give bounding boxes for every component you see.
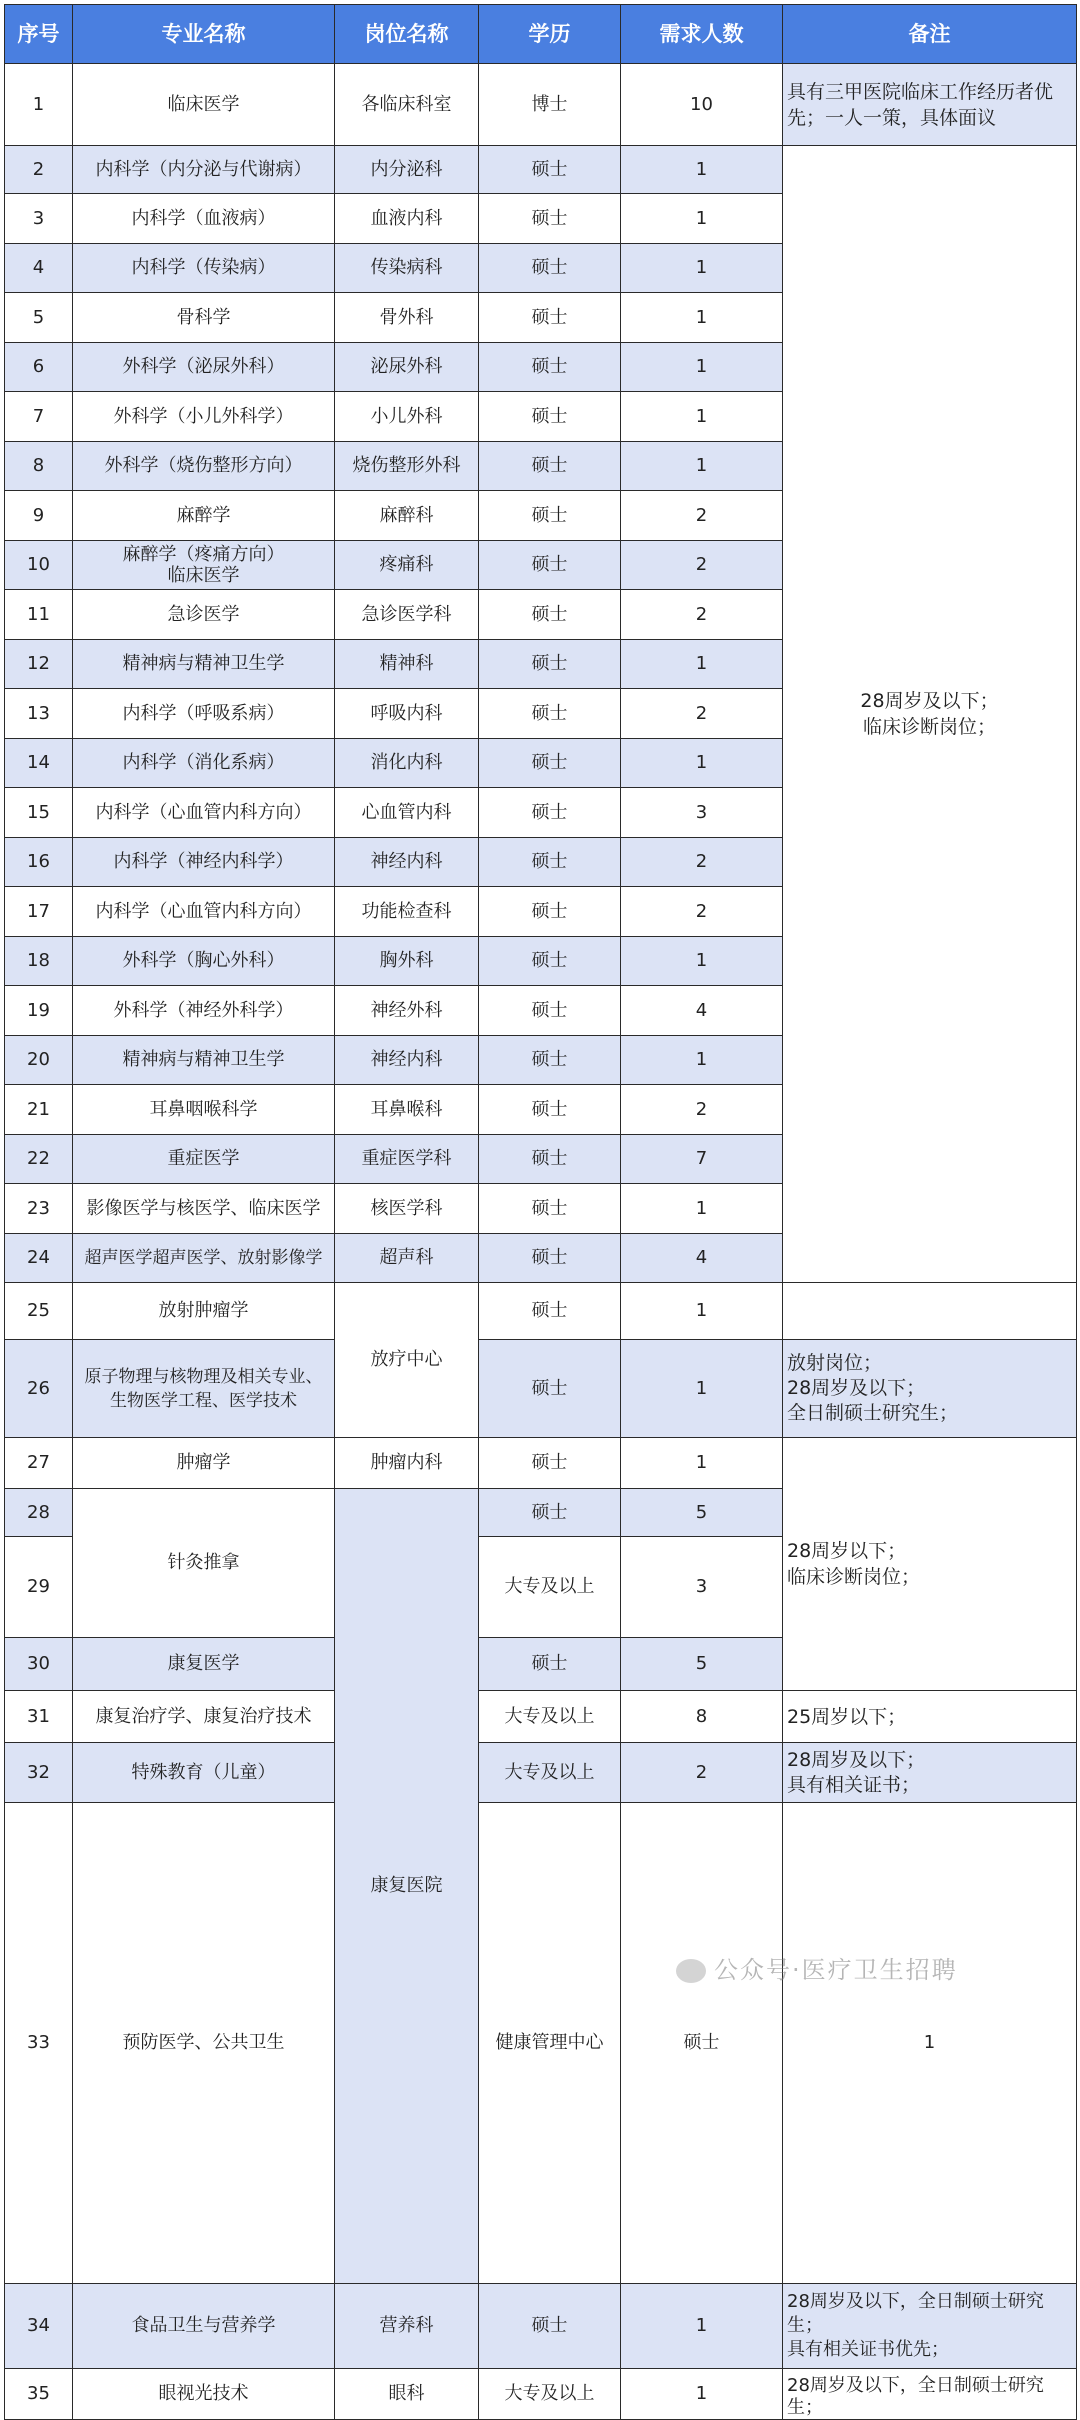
cell-no: 14 [5, 739, 73, 788]
cell-count: 1 [621, 1036, 783, 1085]
cell-count: 1 [621, 2284, 783, 2369]
cell-edu: 硕士 [479, 1283, 621, 1340]
cell-no: 31 [5, 1691, 73, 1743]
cell-count: 1 [621, 937, 783, 986]
cell-post: 核医学科 [335, 1184, 479, 1234]
cell-edu: 大专及以上 [479, 1537, 621, 1638]
cell-edu: 大专及以上 [479, 1691, 621, 1743]
cell-edu: 硕士 [479, 1489, 621, 1537]
cell-count: 4 [621, 1234, 783, 1283]
cell-count: 2 [621, 838, 783, 887]
cell-count: 5 [621, 1638, 783, 1691]
cell-no: 15 [5, 788, 73, 838]
cell-count: 1 [621, 1184, 783, 1234]
cell-edu: 硕士 [479, 1234, 621, 1283]
cell-major: 康复治疗学、康复治疗技术 [73, 1691, 335, 1743]
cell-no: 24 [5, 1234, 73, 1283]
cell-edu: 硕士 [479, 1135, 621, 1184]
cell-count: 5 [621, 1489, 783, 1537]
cell-edu: 硕士 [479, 1036, 621, 1085]
cell-edu: 硕士 [479, 541, 621, 590]
cell-major: 骨科学 [73, 293, 335, 343]
cell-post: 神经外科 [335, 986, 479, 1036]
cell-major: 内科学（心血管内科方向） [73, 788, 335, 838]
cell-major: 特殊教育（儿童） [73, 1743, 335, 1803]
cell-post: 耳鼻喉科 [335, 1085, 479, 1135]
cell-post: 眼科 [335, 2369, 479, 2420]
cell-major: 预防医学、公共卫生 [73, 1803, 335, 2284]
cell-no: 6 [5, 343, 73, 392]
cell-post: 营养科 [335, 2284, 479, 2369]
cell-note: 28周岁及以下； 临床诊断岗位； [783, 146, 1077, 1283]
cell-edu: 硕士 [479, 887, 621, 937]
table-row [5, 2369, 1077, 2420]
cell-count: 1 [621, 2369, 783, 2420]
cell-major: 针灸推拿 [73, 1489, 335, 1638]
cell-no: 32 [5, 1743, 73, 1803]
cell-post: 骨外科 [335, 293, 479, 343]
cell-no: 30 [5, 1638, 73, 1691]
cell-edu: 硕士 [479, 442, 621, 491]
cell-post: 神经内科 [335, 1036, 479, 1085]
watermark [676, 1950, 958, 1985]
cell-edu: 硕士 [479, 293, 621, 343]
cell-count: 2 [621, 887, 783, 937]
cell-edu: 硕士 [479, 1340, 621, 1438]
cell-no: 10 [5, 541, 73, 590]
wechat-icon [676, 1959, 706, 1983]
cell-note: 放射岗位； 28周岁及以下； 全日制硕士研究生； [783, 1340, 1077, 1438]
cell-edu: 硕士 [479, 194, 621, 244]
cell-count: 1 [621, 343, 783, 392]
cell-no: 22 [5, 1135, 73, 1184]
cell-major: 临床医学 [73, 64, 335, 146]
cell-count: 8 [621, 1691, 783, 1743]
cell-major: 康复医学 [73, 1638, 335, 1691]
cell-major: 内科学（神经内科学） [73, 838, 335, 887]
cell-no: 17 [5, 887, 73, 937]
cell-no: 12 [5, 640, 73, 689]
cell-edu: 硕士 [479, 343, 621, 392]
cell-post: 胸外科 [335, 937, 479, 986]
cell-major: 食品卫生与营养学 [73, 2284, 335, 2369]
cell-edu: 硕士 [479, 838, 621, 887]
cell-count: 1 [621, 392, 783, 442]
cell-post: 内分泌科 [335, 146, 479, 194]
cell-edu: 大专及以上 [479, 2369, 621, 2420]
cell-edu: 硕士 [479, 1438, 621, 1489]
cell-edu: 硕士 [479, 244, 621, 293]
cell-post: 精神科 [335, 640, 479, 689]
cell-post: 功能检查科 [335, 887, 479, 937]
cell-count: 1 [621, 640, 783, 689]
cell-no: 25 [5, 1283, 73, 1340]
header-post: 岗位名称 [335, 5, 479, 64]
header-no: 序号 [5, 5, 73, 64]
cell-post: 健康管理中心 [479, 1803, 621, 2284]
table-row [5, 1340, 1077, 1438]
header-major: 专业名称 [73, 5, 335, 64]
table-row [5, 2284, 1077, 2369]
cell-edu: 硕士 [479, 1638, 621, 1691]
cell-no: 29 [5, 1537, 73, 1638]
cell-note: 28周岁及以下，全日制硕士研究生； 具有相关证书优先； [783, 2284, 1077, 2369]
table-row [5, 1803, 1077, 2284]
cell-major: 急诊医学 [73, 590, 335, 640]
cell-note: 28周岁及以下，全日制硕士研究生； [783, 2369, 1077, 2420]
cell-major: 内科学（心血管内科方向） [73, 887, 335, 937]
cell-no: 11 [5, 590, 73, 640]
cell-count: 1 [621, 194, 783, 244]
cell-no: 21 [5, 1085, 73, 1135]
cell-count: 1 [621, 739, 783, 788]
cell-major: 外科学（小儿外科学） [73, 392, 335, 442]
cell-major: 眼视光技术 [73, 2369, 335, 2420]
cell-major: 外科学（烧伤整形方向） [73, 442, 335, 491]
cell-no: 28 [5, 1489, 73, 1537]
cell-major: 外科学（神经外科学） [73, 986, 335, 1036]
cell-post: 麻醉科 [335, 491, 479, 541]
cell-edu: 博士 [479, 64, 621, 146]
cell-count: 10 [621, 64, 783, 146]
cell-major: 内科学（传染病） [73, 244, 335, 293]
cell-no: 26 [5, 1340, 73, 1438]
cell-count: 2 [621, 689, 783, 739]
cell-major: 外科学（胸心外科） [73, 937, 335, 986]
cell-count: 4 [621, 986, 783, 1036]
cell-post: 烧伤整形外科 [335, 442, 479, 491]
cell-major: 麻醉学（疼痛方向） 临床医学 [73, 541, 335, 590]
header-notes: 备注 [783, 5, 1077, 64]
cell-count: 1 [621, 293, 783, 343]
cell-no: 7 [5, 392, 73, 442]
cell-edu: 硕士 [479, 689, 621, 739]
cell-major: 内科学（呼吸系病） [73, 689, 335, 739]
table-row [5, 64, 1077, 146]
cell-count: 1 [621, 442, 783, 491]
table-row [5, 146, 1077, 194]
cell-count: 7 [621, 1135, 783, 1184]
cell-count: 2 [621, 590, 783, 640]
cell-no: 19 [5, 986, 73, 1036]
cell-edu: 硕士 [479, 788, 621, 838]
recruitment-table [4, 4, 1077, 2420]
cell-edu: 硕士 [479, 986, 621, 1036]
cell-count: 2 [621, 541, 783, 590]
header-edu: 学历 [479, 5, 621, 64]
cell-count: 3 [621, 1537, 783, 1638]
cell-post: 血液内科 [335, 194, 479, 244]
cell-no: 27 [5, 1438, 73, 1489]
cell-count: 3 [621, 788, 783, 838]
cell-count: 1 [621, 146, 783, 194]
cell-count: 1 [621, 1438, 783, 1489]
cell-no: 23 [5, 1184, 73, 1234]
table-row [5, 1438, 1077, 1489]
cell-major: 外科学（泌尿外科） [73, 343, 335, 392]
cell-note: 28周岁及以下； 具有相关证书； [783, 1743, 1077, 1803]
cell-note-empty [783, 1283, 1077, 1340]
header-count: 需求人数 [621, 5, 783, 64]
cell-post: 放疗中心 [335, 1283, 479, 1438]
cell-major: 麻醉学 [73, 491, 335, 541]
cell-post: 消化内科 [335, 739, 479, 788]
cell-post: 急诊医学科 [335, 590, 479, 640]
cell-post: 传染病科 [335, 244, 479, 293]
cell-edu: 硕士 [621, 1803, 783, 2284]
cell-major: 肿瘤学 [73, 1438, 335, 1489]
cell-no: 34 [5, 2284, 73, 2369]
cell-major: 精神病与精神卫生学 [73, 640, 335, 689]
cell-no: 5 [5, 293, 73, 343]
cell-post: 心血管内科 [335, 788, 479, 838]
cell-no: 35 [5, 2369, 73, 2420]
cell-edu: 硕士 [479, 392, 621, 442]
cell-no: 1 [5, 64, 73, 146]
table-header-row [5, 5, 1077, 64]
cell-post: 超声科 [335, 1234, 479, 1283]
table-row [5, 1283, 1077, 1340]
cell-major: 超声医学超声医学、放射影像学 [73, 1234, 335, 1283]
cell-edu: 硕士 [479, 491, 621, 541]
cell-post: 肿瘤内科 [335, 1438, 479, 1489]
cell-edu: 硕士 [479, 2284, 621, 2369]
cell-major: 内科学（内分泌与代谢病） [73, 146, 335, 194]
cell-count: 1 [621, 1340, 783, 1438]
cell-no: 18 [5, 937, 73, 986]
table-row [5, 1691, 1077, 1743]
cell-edu: 硕士 [479, 1184, 621, 1234]
cell-major: 内科学（血液病） [73, 194, 335, 244]
table-row [5, 1743, 1077, 1803]
cell-count: 1 [783, 1803, 1077, 2284]
cell-edu: 硕士 [479, 1085, 621, 1135]
cell-no: 9 [5, 491, 73, 541]
cell-note: 具有三甲医院临床工作经历者优先；一人一策，具体面议 [783, 64, 1077, 146]
cell-post: 疼痛科 [335, 541, 479, 590]
watermark-text: 公众号·医疗卫生招聘 [714, 1956, 958, 1984]
cell-count: 1 [621, 244, 783, 293]
cell-edu: 硕士 [479, 739, 621, 788]
cell-major: 影像医学与核医学、临床医学 [73, 1184, 335, 1234]
cell-post: 泌尿外科 [335, 343, 479, 392]
cell-edu: 硕士 [479, 937, 621, 986]
cell-note: 25周岁以下； [783, 1691, 1077, 1743]
cell-post: 神经内科 [335, 838, 479, 887]
cell-major: 放射肿瘤学 [73, 1283, 335, 1340]
cell-post: 重症医学科 [335, 1135, 479, 1184]
cell-major: 耳鼻咽喉科学 [73, 1085, 335, 1135]
cell-edu: 硕士 [479, 146, 621, 194]
cell-count: 1 [621, 1283, 783, 1340]
cell-no: 13 [5, 689, 73, 739]
cell-count: 2 [621, 491, 783, 541]
cell-post: 呼吸内科 [335, 689, 479, 739]
cell-edu: 硕士 [479, 640, 621, 689]
cell-post: 康复医院 [335, 1489, 479, 2284]
cell-post: 各临床科室 [335, 64, 479, 146]
cell-major: 内科学（消化系病） [73, 739, 335, 788]
cell-edu: 硕士 [479, 590, 621, 640]
cell-count: 2 [621, 1743, 783, 1803]
cell-count: 2 [621, 1085, 783, 1135]
cell-major: 原子物理与核物理及相关专业、 生物医学工程、医学技术 [73, 1340, 335, 1438]
cell-no: 33 [5, 1803, 73, 2284]
cell-note: 28周岁以下； 临床诊断岗位； [783, 1438, 1077, 1691]
cell-no: 8 [5, 442, 73, 491]
cell-no: 2 [5, 146, 73, 194]
cell-major: 重症医学 [73, 1135, 335, 1184]
cell-no: 4 [5, 244, 73, 293]
cell-major: 精神病与精神卫生学 [73, 1036, 335, 1085]
cell-no: 16 [5, 838, 73, 887]
cell-post: 小儿外科 [335, 392, 479, 442]
cell-edu: 大专及以上 [479, 1743, 621, 1803]
cell-no: 3 [5, 194, 73, 244]
cell-no: 20 [5, 1036, 73, 1085]
